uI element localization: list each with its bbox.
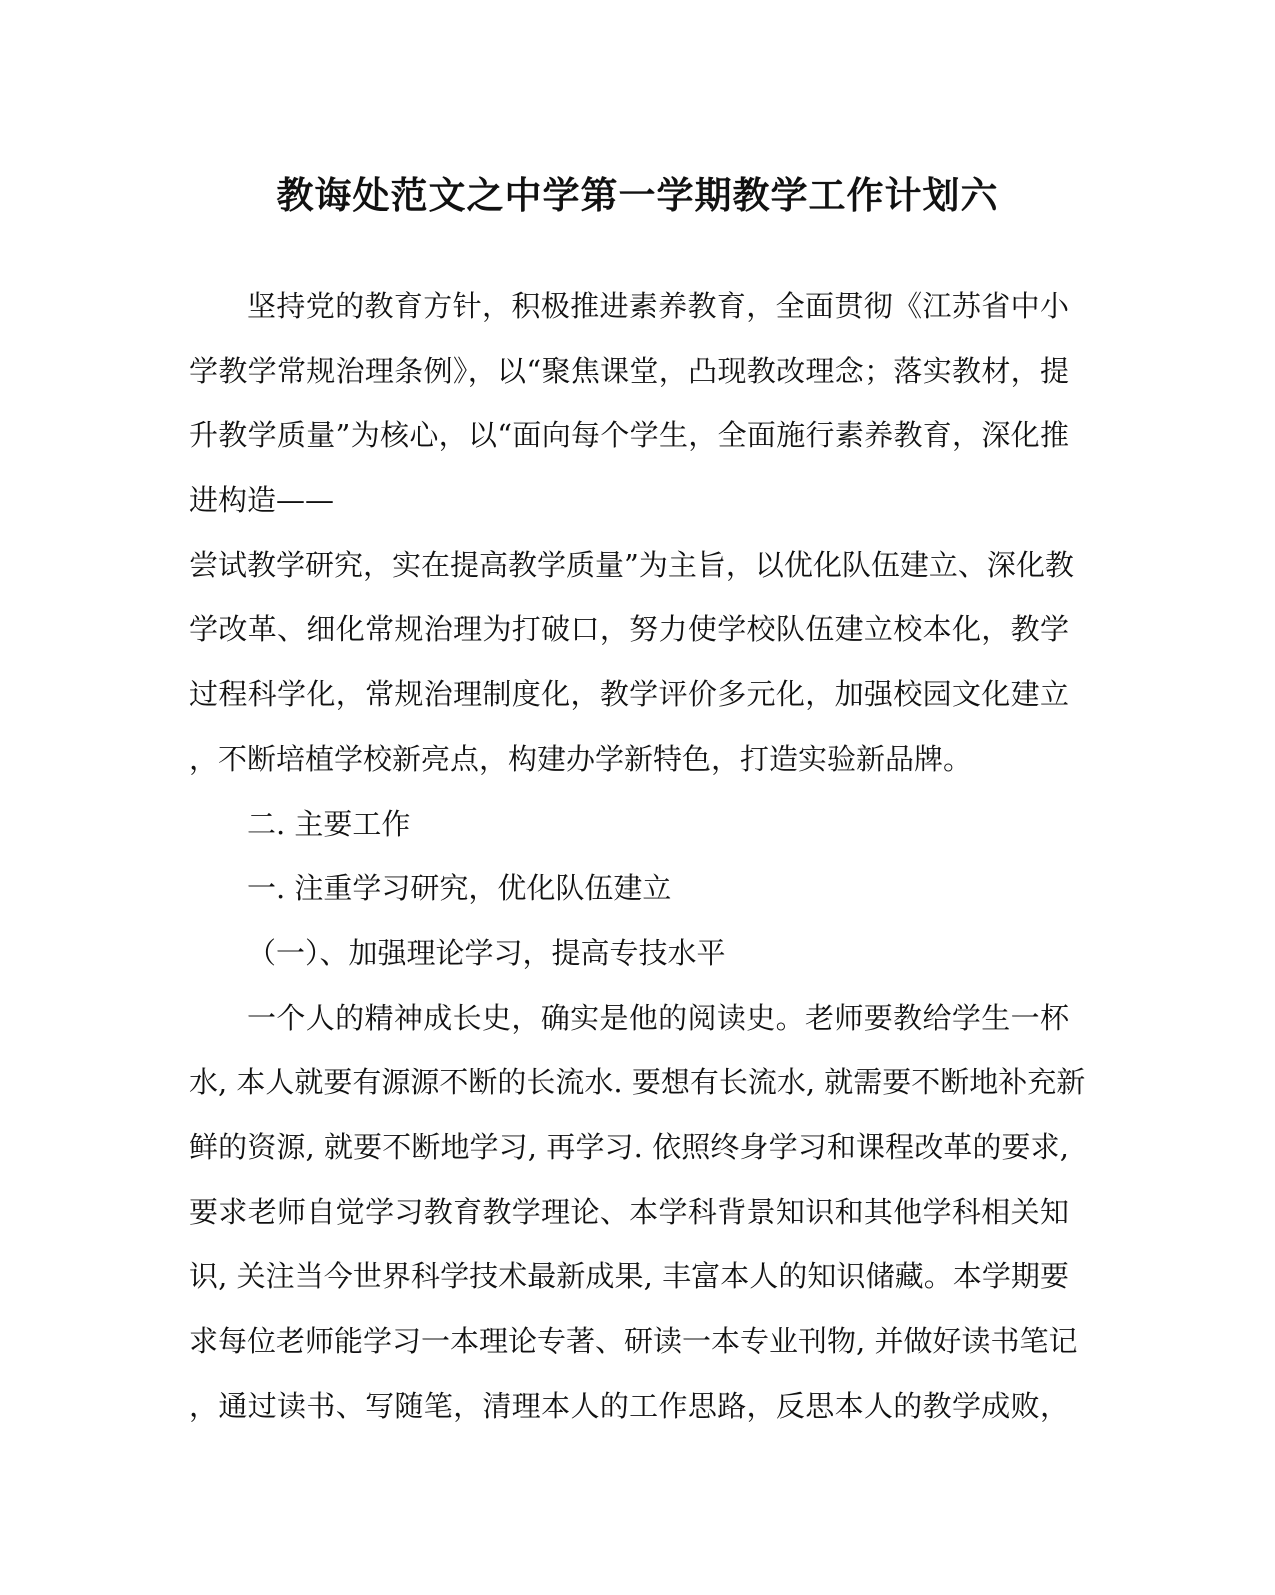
paragraph-line: ，通过读书、写随笔，清理本人的工作思路，反思本人的教学成败， <box>189 1388 1069 1423</box>
paragraph-line: ，不断培植学校新亮点，构建办学新特色，打造实验新品牌。 <box>189 741 973 776</box>
paragraph-line: 鲜的资源, 就要不断地学习, 再学习. 依照终身学习和课程改革的要求, <box>189 1129 1069 1164</box>
document-title: 教诲处范文之中学第一学期教学工作计划六 <box>276 173 999 217</box>
paragraph-line: 坚持党的教育方针，积极推进素养教育，全面贯彻《江苏省中小 <box>247 289 1069 323</box>
section-heading: 一. 注重学习研究，优化队伍建立 <box>247 871 672 906</box>
paragraph-line: 一个人的精神成长史，确实是他的阅读史。老师要教给学生一杯 <box>247 1000 1069 1035</box>
document-body <box>189 274 1086 1438</box>
paragraph-line: 求每位老师能学习一本理论专著、研读一本专业刊物, 并做好读书笔记 <box>189 1324 1078 1358</box>
paragraph-line: 升教学质量”为核心，以“面向每个学生，全面施行素养教育，深化推 <box>189 418 1069 453</box>
section-heading: 二. 主要工作 <box>247 806 411 841</box>
paragraph-line: 进构造—— <box>189 483 335 518</box>
paragraph-line: 学改革、细化常规治理为打破口，努力使学校队伍建立校本化，教学 <box>189 612 1069 647</box>
paragraph-line: 水, 本人就要有源源不断的长流水. 要想有长流水, 就需要不断地补充新 <box>189 1065 1086 1100</box>
paragraph-line: 过程科学化，常规治理制度化，教学评价多元化，加强校园文化建立 <box>189 677 1069 712</box>
paragraph-line: 学教学常规治理条例》，以“聚焦课堂，凸现教改理念；落实教材，提 <box>189 353 1069 388</box>
subsection-heading: （一）、加强理论学习，提高专技水平 <box>247 935 726 970</box>
paragraph-line: 识, 关注当今世界科学技术最新成果, 丰富本人的知识储藏。本学期要 <box>189 1259 1069 1294</box>
paragraph-line: 尝试教学研究，实在提高教学质量”为主旨，以优化队伍建立、深化教 <box>189 547 1074 582</box>
paragraph-line: 要求老师自觉学习教育教学理论、本学科背景知识和其他学科相关知 <box>189 1194 1069 1229</box>
